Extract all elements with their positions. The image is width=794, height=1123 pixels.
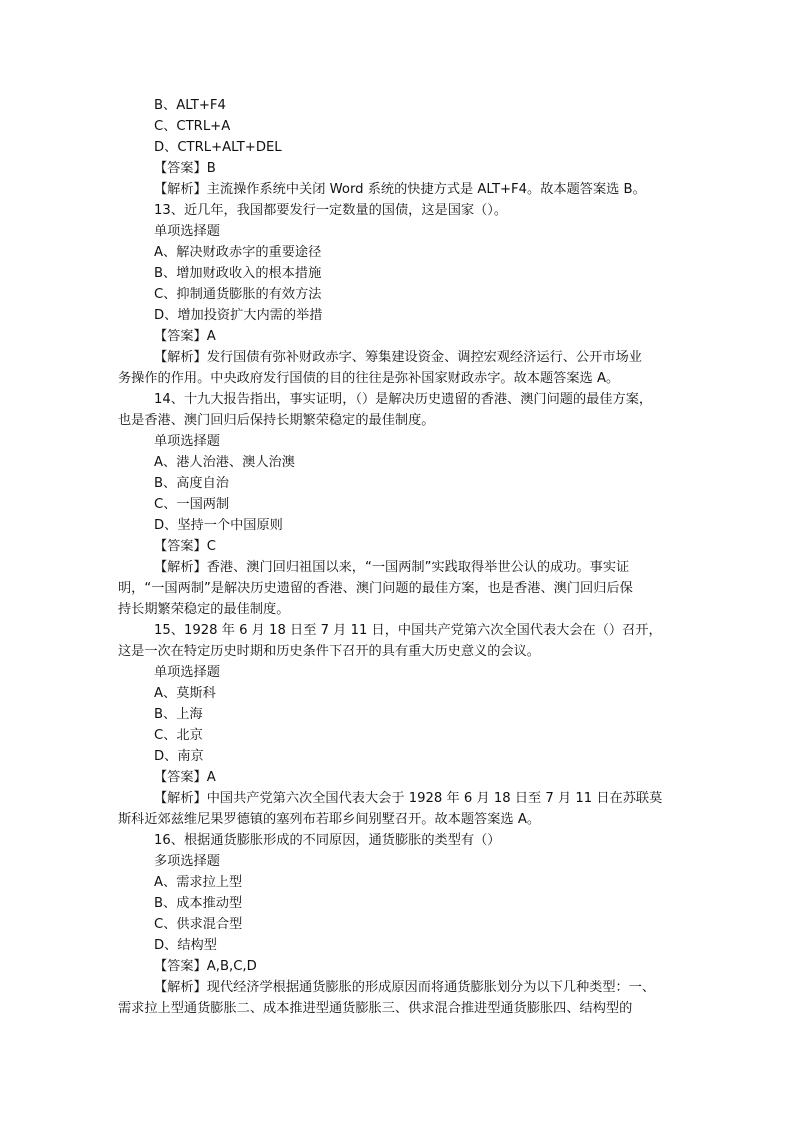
- explanation-cont: 持长期繁荣稳定的最佳制度。: [118, 602, 290, 617]
- option-c: C、一国两制: [154, 497, 230, 512]
- answer: 【答案】A,B,C,D: [154, 959, 257, 974]
- question-14-cont: 也是香港、澳门回归后保持长期繁荣稳定的最佳制度。: [118, 413, 435, 428]
- option-a: A、莫斯科: [154, 686, 216, 701]
- option-d: D、坚持一个中国原则: [154, 518, 283, 533]
- answer: 【答案】B: [154, 161, 216, 176]
- explanation: 【解析】主流操作系统中关闭 Word 系统的快捷方式是 ALT+F4。故本题答案选 B。: [154, 182, 646, 197]
- explanation-cont: 务操作的作用。中央政府发行国债的目的往往是弥补国家财政赤字。故本题答案选 A。: [118, 371, 620, 386]
- answer: 【答案】C: [154, 539, 216, 554]
- explanation-cont: 明，“一国两制”是解决历史遗留的香港、澳门问题的最佳方案，也是香港、澳门回归后保: [118, 581, 633, 596]
- question-type: 单项选择题: [154, 224, 220, 239]
- option-d: D、CTRL+ALT+DEL: [154, 140, 282, 155]
- option-a: A、港人治港、澳人治澳: [154, 455, 295, 470]
- answer: 【答案】A: [154, 770, 216, 785]
- option-b: B、高度自治: [154, 476, 229, 491]
- explanation-cont: 需求拉上型通货膨胀二、成本推进型通货膨胀三、供求混合推进型通货膨胀四、结构型的: [118, 1001, 633, 1016]
- option-c: C、北京: [154, 728, 203, 743]
- option-a: A、解决财政赤字的重要途径: [154, 245, 322, 260]
- option-d: D、结构型: [154, 938, 217, 953]
- explanation: 【解析】中国共产党第六次全国代表大会于 1928 年 6 月 18 日至 7 月 11 日在苏联莫: [154, 791, 663, 806]
- option-b: B、成本推动型: [154, 896, 243, 911]
- explanation-cont: 斯科近郊兹维尼果罗德镇的塞列布若耶乡间别墅召开。故本题答案选 A。: [118, 812, 541, 827]
- option-b: B、ALT+F4: [154, 98, 226, 113]
- question-type: 单项选择题: [154, 434, 220, 449]
- option-a: A、需求拉上型: [154, 875, 243, 890]
- explanation: 【解析】香港、澳门回归祖国以来，“一国两制”实践取得举世公认的成功。事实证: [154, 560, 630, 575]
- question-type: 多项选择题: [154, 854, 220, 869]
- option-d: D、增加投资扩大内需的举措: [154, 308, 323, 323]
- question-13: 13、近几年，我国都要发行一定数量的国债，这是国家（）。: [154, 203, 508, 218]
- option-c: C、抑制通货膨胀的有效方法: [154, 287, 322, 302]
- question-type: 单项选择题: [154, 665, 220, 680]
- question-14: 14、十九大报告指出，事实证明，（）是解决历史遗留的香港、澳门问题的最佳方案，: [154, 392, 653, 407]
- question-15-cont: 这是一次在特定历史时期和历史条件下召开的具有重大历史意义的会议。: [118, 644, 540, 659]
- option-b: B、增加财政收入的根本措施: [154, 266, 322, 281]
- question-15: 15、1928 年 6 月 18 日至 7 月 11 日，中国共产党第六次全国代表大会在（）召开，: [154, 623, 662, 638]
- question-16: 16、根据通货膨胀形成的不同原因，通货膨胀的类型有（）: [154, 833, 501, 848]
- option-c: C、CTRL+A: [154, 119, 231, 134]
- answer: 【答案】A: [154, 329, 216, 344]
- option-d: D、南京: [154, 749, 204, 764]
- explanation: 【解析】现代经济学根据通货膨胀的形成原因而将通货膨胀划分为以下几种类型：一、: [154, 980, 656, 995]
- explanation: 【解析】发行国债有弥补财政赤字、筹集建设资金、调控宏观经济运行、公开市场业: [154, 350, 642, 365]
- option-c: C、供求混合型: [154, 917, 243, 932]
- option-b: B、上海: [154, 707, 203, 722]
